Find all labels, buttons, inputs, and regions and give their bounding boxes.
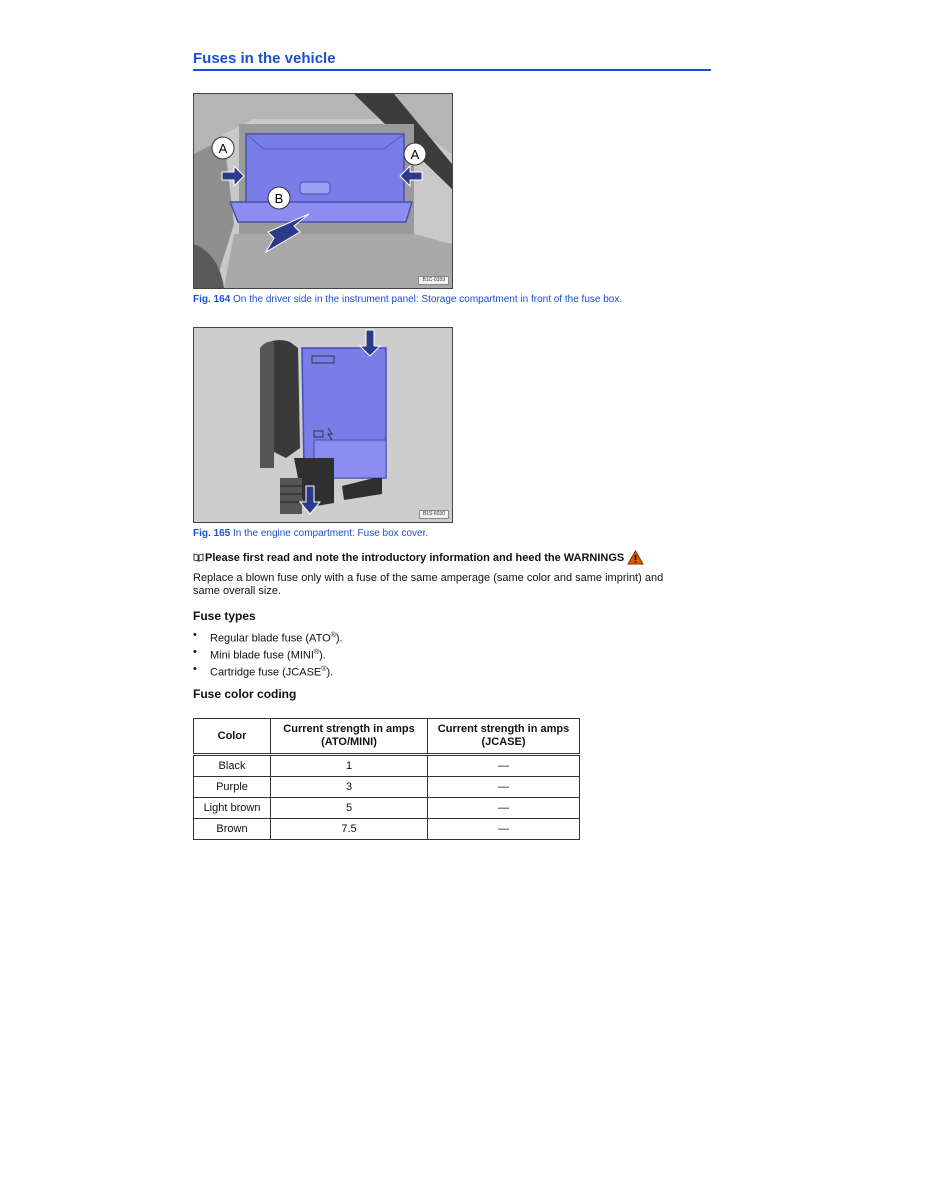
table-header-row	[194, 719, 580, 755]
table-cell: 3	[271, 777, 428, 798]
body-paragraph: Replace a blown fuse only with a fuse of the same amperage (same color and same imprint) and same overall size.	[193, 572, 664, 597]
table-row	[194, 798, 580, 819]
section-heading-fuse-types: Fuse types	[193, 609, 256, 623]
book-icon	[193, 553, 204, 562]
page-title: Fuses in the vehicle	[193, 50, 711, 71]
figure-code: B1S-6030	[419, 510, 449, 519]
callout-b: B	[274, 191, 284, 206]
column-header-ato-mini: Current strength in amps (ATO/MINI)	[271, 719, 428, 755]
column-header-jcase: Current strength in amps (JCASE)	[428, 719, 580, 755]
table-cell: 1	[271, 755, 428, 777]
callout-a-left: A	[218, 141, 228, 156]
table-cell: Purple	[194, 777, 271, 798]
figure-code: B1C-0359	[418, 276, 449, 285]
table-cell: Light brown	[194, 798, 271, 819]
figure-caption-text: On the driver side in the instrument panel: Storage compartment in front of the fuse box.	[233, 294, 623, 305]
list-item: • Cartridge fuse (JCASE®).	[193, 663, 343, 680]
fuse-types-list	[193, 629, 343, 680]
figure-caption-text: In the engine compartment: Fuse box cover.	[233, 528, 429, 539]
table-cell: Brown	[194, 819, 271, 840]
table-cell: 7.5	[271, 819, 428, 840]
intro-warning-note	[193, 550, 644, 565]
figure-caption	[193, 294, 622, 305]
figure-fuse-box-cover	[193, 327, 453, 523]
table-cell: —	[428, 798, 580, 819]
column-header-color: Color	[194, 719, 271, 755]
fuse-color-table	[193, 718, 580, 840]
figure-caption	[193, 528, 428, 539]
table-cell: 5	[271, 798, 428, 819]
list-item: • Regular blade fuse (ATO®).	[193, 629, 343, 646]
figure-label: Fig. 165	[193, 528, 231, 539]
fuse-box-cover-illustration	[194, 328, 452, 522]
section-heading-fuse-color-coding: Fuse color coding	[193, 687, 297, 701]
table-row	[194, 819, 580, 840]
warning-triangle-icon	[627, 550, 644, 565]
table-cell: Black	[194, 755, 271, 777]
storage-compartment-illustration	[194, 94, 452, 288]
figure-label: Fig. 164	[193, 294, 231, 305]
callout-a-right: A	[410, 147, 420, 162]
table-cell: —	[428, 755, 580, 777]
table-row	[194, 755, 580, 777]
list-item: • Mini blade fuse (MINI®).	[193, 646, 343, 663]
figure-storage-compartment	[193, 93, 453, 289]
table-row	[194, 777, 580, 798]
table-cell: —	[428, 819, 580, 840]
table-cell: —	[428, 777, 580, 798]
intro-text: Please first read and note the introductory information and heed the WARNINGS	[205, 551, 625, 564]
